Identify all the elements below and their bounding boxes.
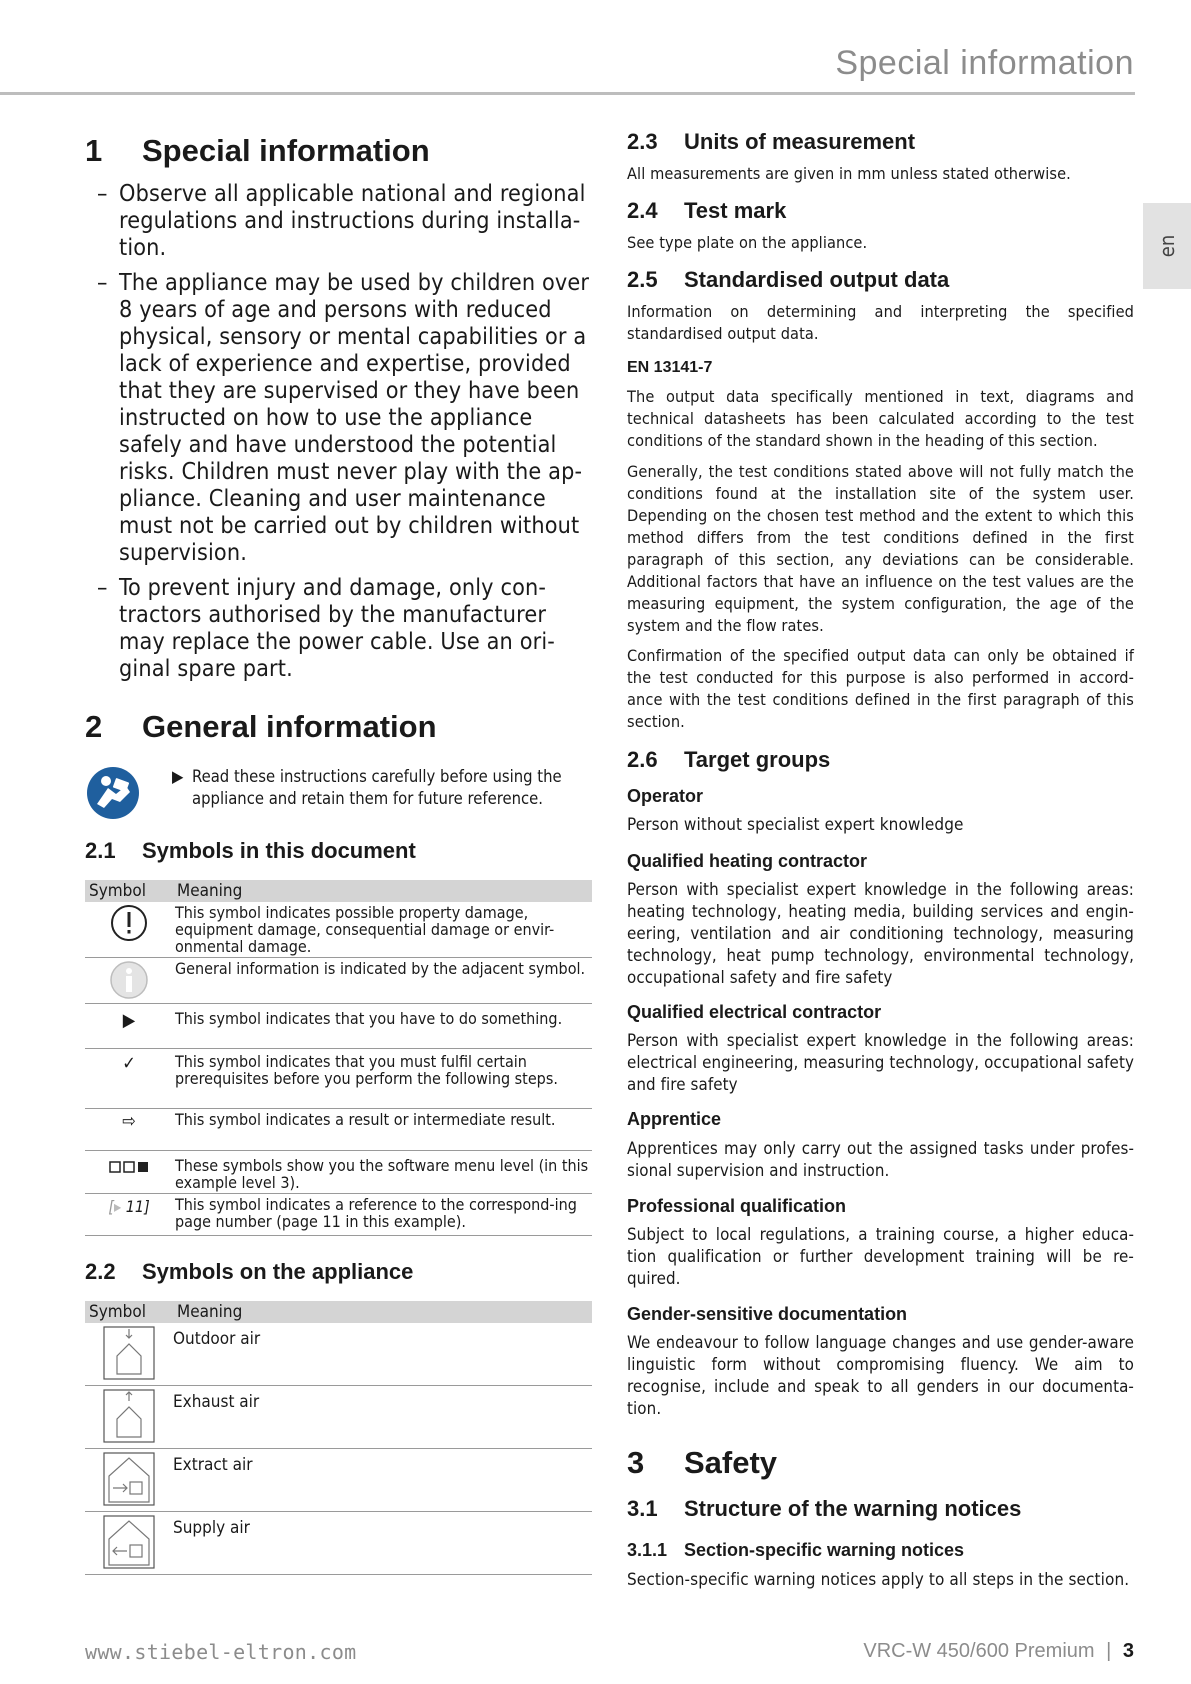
table-row (85, 902, 592, 958)
list-item: – To prevent injury and damage, only con-tractors authorised by the manufacturer may replace the power cable. Use an ori-ginal spare part. (85, 574, 592, 682)
col-meaning: Meaning (173, 880, 592, 902)
extract-air-icon (85, 1449, 173, 1512)
target-group-text: Subject to local regulations, a training course, a higher educa-tion qualification or further development training will be re-quired. (627, 1224, 1134, 1288)
section-title: Units of measurement (684, 129, 916, 154)
output-data-paragraph: Confirmation of the specified output data can only be obtained if the test conducted for this purpose is also performed in accord-ance with the test conditions defined in the first paragraph of this section. (627, 646, 1134, 731)
instruction (172, 766, 592, 810)
menu-level-icon (85, 1151, 173, 1194)
symbols-appliance-table (85, 1301, 592, 1575)
target-group-label: Operator (627, 786, 704, 806)
section-3-heading (627, 1445, 777, 1481)
section-title: Section-specific warning notices (684, 1540, 965, 1560)
symbols-document-table (85, 880, 592, 1236)
target-group-text: Person without specialist expert knowledge (627, 815, 964, 835)
section-3-1-1-heading (627, 1540, 964, 1561)
footer-separator: | (1106, 1640, 1112, 1662)
section-title: Special information (142, 133, 430, 168)
symbol-meaning: This symbol indicates possible property damage, equipment damage, consequential damage or envir-onmental damage. (173, 902, 592, 958)
page-ref-text: 11] (125, 1197, 150, 1216)
language-tab (1143, 203, 1191, 289)
col-symbol: Symbol (85, 880, 173, 902)
section-number: 2.3 (627, 129, 658, 154)
supply-air-icon (85, 1512, 173, 1575)
section-warning-text: Section-specific warning notices apply to all steps in the section. (627, 1570, 1130, 1590)
target-group-text: We endeavour to follow language changes and use gender-aware linguistic form without compromising fluency. We aim to recognise, include and speak to all genders in our documenta-tion. (627, 1332, 1134, 1418)
symbol-meaning: Supply air (173, 1512, 592, 1575)
section-2-heading (85, 709, 437, 745)
result-arrow-icon: ⇨ (85, 1109, 173, 1151)
symbol-meaning: General information is indicated by the adjacent symbol. (173, 958, 592, 1004)
symbol-meaning: This symbol indicates that you have to do something. (173, 1004, 592, 1049)
section-title: Safety (684, 1445, 778, 1480)
symbol-meaning: These symbols show you the software menu level (in this example level 3). (173, 1151, 592, 1194)
output-data-paragraph: The output data specifically mentioned in text, diagrams and technical datasheets has been calculated according to the test conditions of the standard shown in the heading of this section. (627, 387, 1134, 450)
section-number: 2.5 (627, 267, 658, 292)
table-row (85, 1512, 592, 1575)
section-number: 3.1.1 (627, 1540, 668, 1560)
output-data-intro: Information on determining and interpreting the specified standardised output data. (627, 302, 1134, 343)
target-group-label: Apprentice (627, 1109, 722, 1129)
symbol-meaning: This symbol indicates a result or intermediate result. (173, 1109, 592, 1151)
target-group-text: Person with specialist expert knowledge in the following areas: electrical engineering, measuring technology, occupational safety and fire safety (627, 1030, 1134, 1094)
section-1-heading (85, 133, 430, 169)
section-2-4-heading (627, 198, 786, 224)
table-row (85, 1151, 592, 1194)
section-2-5-heading (627, 267, 949, 293)
symbol-meaning: This symbol indicates a reference to the correspond-ing page number (page 11 in this example). (173, 1194, 592, 1236)
en-standard-label: EN 13141-7 (627, 359, 713, 376)
section-title: Symbols on the appliance (142, 1259, 414, 1284)
section-title: Standardised output data (684, 267, 950, 292)
page-header-title: Special information (835, 44, 1134, 82)
symbol-meaning: Exhaust air (173, 1386, 592, 1449)
table-row (85, 1004, 592, 1049)
target-group-label: Qualified heating contractor (627, 851, 868, 871)
table-header-row (85, 1301, 592, 1323)
section-title: General information (142, 709, 437, 744)
info-icon (85, 958, 173, 1004)
section-number: 3 (627, 1445, 645, 1480)
special-info-list (85, 180, 592, 690)
exclamation-icon (85, 902, 173, 958)
section-number: 1 (85, 133, 103, 168)
action-triangle-icon: ▶ (172, 767, 184, 786)
instruction-text: Read these instructions carefully before using the appliance and retain them for future reference. (192, 767, 562, 808)
table-header-row (85, 880, 592, 902)
section-number: 2.6 (627, 747, 658, 772)
table-row (85, 1323, 592, 1386)
section-number: 2.2 (85, 1259, 116, 1284)
list-item: – The appliance may be used by children over 8 years of age and persons with reduced physical, sensory or mental capabilities or a lack of experience and expertise, provided that they are supervised or they have been instructed on how to use the appliance safely and have understood the potential risks. Children must never play with the ap-pliance. Cleaning and user maintenance must not be carried out by children without supervision. (85, 269, 592, 566)
table-row (85, 1109, 592, 1151)
target-group-text: Person with specialist expert knowledge in the following areas: heating technology, heating media, building services and engin-eering, ventilation and air conditioning technology, measuring technology, heat pump technology, environmental technology, occupational safety and fire safety (627, 879, 1134, 987)
page-ref-arrow: ▸ (113, 1197, 122, 1216)
exhaust-air-icon (85, 1386, 173, 1449)
section-title: Test mark (684, 198, 787, 223)
section-number: 2 (85, 709, 103, 744)
read-manual-icon (86, 766, 140, 820)
table-row (85, 1449, 592, 1512)
table-row (85, 958, 592, 1004)
symbol-meaning: Outdoor air (173, 1323, 592, 1386)
test-mark-text: See type plate on the appliance. (627, 233, 868, 252)
checkmark-icon: ✓ (85, 1049, 173, 1109)
section-2-6-heading (627, 747, 830, 773)
section-number: 3.1 (627, 1496, 658, 1521)
section-2-1-heading (85, 838, 416, 864)
language-tab-label: en (1155, 234, 1179, 258)
table-row (85, 1386, 592, 1449)
target-group-label: Gender-sensitive documentation (627, 1304, 908, 1324)
page-ref-bracket: [ (108, 1197, 114, 1216)
table-row (85, 1049, 592, 1109)
units-text: All measurements are given in mm unless stated otherwise. (627, 164, 1071, 183)
header-rule (0, 92, 1135, 95)
section-number: 2.4 (627, 198, 658, 223)
section-title: Symbols in this document (142, 838, 416, 863)
list-item: – Observe all applicable national and regional regulations and instructions during installa-tion. (85, 180, 592, 261)
target-group-text: Apprentices may only carry out the assigned tasks under profes-sional supervision and instruction. (627, 1138, 1134, 1180)
section-title: Target groups (684, 747, 831, 772)
footer-url: www.stiebel-eltron.com (85, 1640, 357, 1664)
symbol-meaning: This symbol indicates that you must fulfil certain prerequisites before you perform the following steps. (173, 1049, 592, 1109)
section-2-3-heading (627, 129, 915, 155)
col-meaning: Meaning (173, 1301, 592, 1323)
section-2-2-heading (85, 1259, 413, 1285)
table-row (85, 1194, 592, 1236)
action-triangle-icon: ▶ (85, 1004, 173, 1049)
col-symbol: Symbol (85, 1301, 173, 1323)
symbol-meaning: Extract air (173, 1449, 592, 1512)
page-number: 3 (1122, 1640, 1134, 1662)
section-number: 2.1 (85, 838, 116, 863)
section-3-1-heading (627, 1496, 1021, 1522)
target-group-label: Qualified electrical contractor (627, 1002, 882, 1022)
output-data-paragraph: Generally, the test conditions stated above will not fully match the conditions found at the installation site of the system user. Depending on the chosen test method and the extent to which this method differs from the test conditions defined in the first paragraph of this section, any deviations can be considerable. Additional factors that have an influence on the test values are the measuring equipment, the system configuration, the age of the system and the flow rates. (627, 462, 1134, 635)
outdoor-air-icon (85, 1323, 173, 1386)
section-title: Structure of the warning notices (684, 1496, 1022, 1521)
model-name: VRC-W 450/600 Premium (863, 1640, 1095, 1662)
target-group-label: Professional qualification (627, 1196, 847, 1216)
footer-model (863, 1640, 1134, 1663)
page-ref-icon (85, 1194, 173, 1236)
